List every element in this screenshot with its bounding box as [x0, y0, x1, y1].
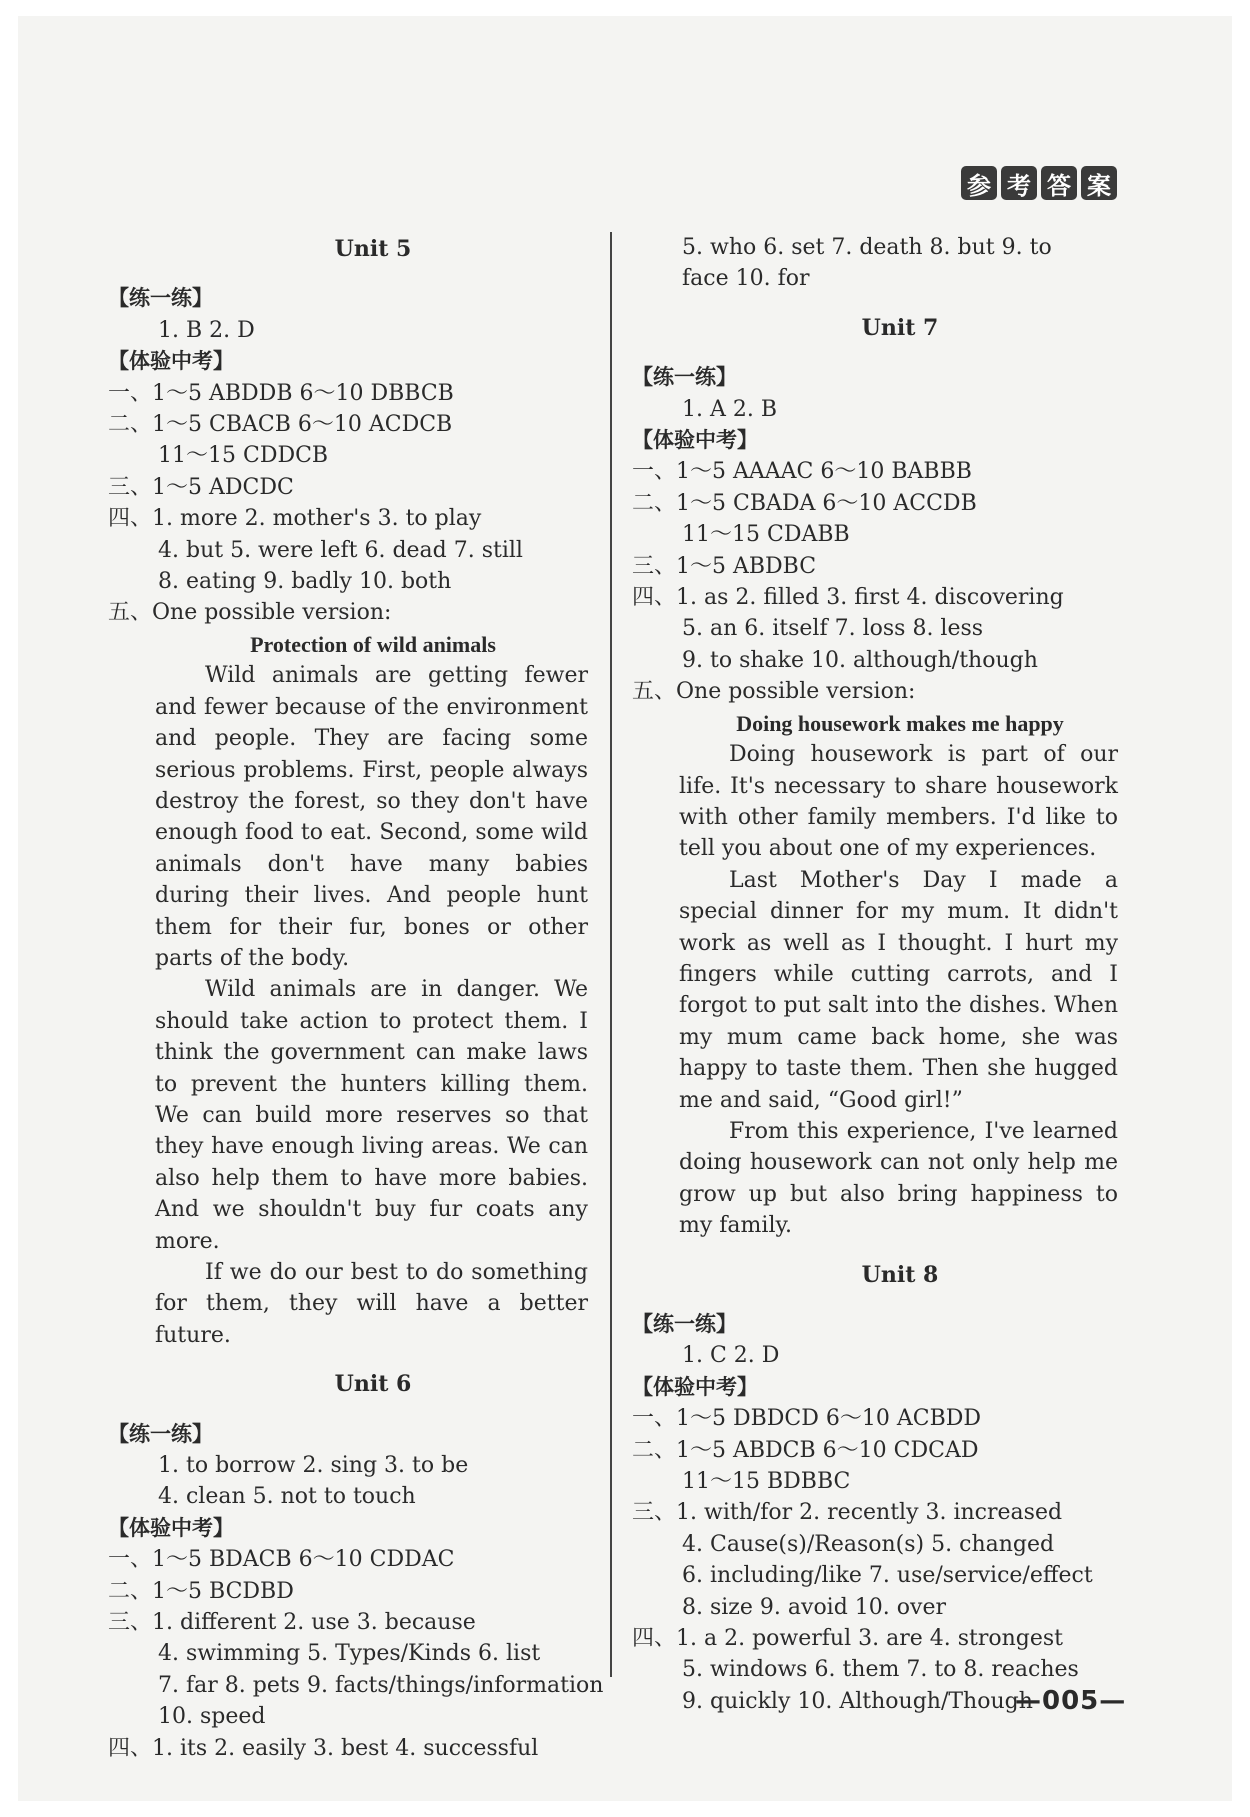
essay-paragraph: If we do our best to do something for them, they will have a better future. [155, 1260, 588, 1348]
unit-8-title: Unit 8 [861, 1261, 939, 1288]
answer-line: 二、1～5 CBACB 6～10 ACDCB [108, 412, 453, 438]
answer-line: 三、1. different 2. use 3. because [108, 1610, 476, 1636]
answer-line: 四、1. its 2. easily 3. best 4. successful [108, 1735, 539, 1761]
answer-line: 三、1～5 ABDBC [632, 553, 817, 579]
lian-heading: 【练一练】 [108, 1421, 213, 1446]
answer-line: 五、One possible version: [108, 600, 392, 626]
answer-key-badge [961, 166, 1117, 200]
answer-line: 4. clean 5. not to touch [158, 1484, 416, 1510]
answer-line: 二、1～5 CBADA 6～10 ACCDB [632, 490, 977, 516]
answer-line: 五、One possible version: [632, 679, 916, 705]
answer-line: 一、1～5 ABDDB 6～10 DBBCB [108, 380, 454, 406]
answer-line: 5. who 6. set 7. death 8. but 9. to [682, 235, 1052, 260]
answer-line: 1. B 2. D [158, 317, 255, 343]
unit-7-title: Unit 7 [861, 314, 939, 341]
lian-heading: 【练一练】 [632, 365, 737, 390]
zhongkao-heading: 【体验中考】 [108, 349, 234, 374]
essay-paragraph: Doing housework is part of our life. It's necessary to share housework with other family members. I'd like to tell you about one of my experiences. [679, 742, 1118, 862]
answer-line: 7. far 8. pets 9. facts/things/information [158, 1672, 604, 1698]
badge-char: 答 [1041, 166, 1077, 200]
answer-line: face 10. for [682, 266, 810, 292]
answer-line: 四、1. a 2. powerful 3. are 4. strongest [632, 1626, 1064, 1652]
answer-line: 6. including/like 7. use/service/effect [682, 1563, 1093, 1589]
answer-line: 4. but 5. were left 6. dead 7. still [158, 537, 523, 563]
answer-line: 一、1～5 BDACB 6～10 CDDAC [108, 1547, 455, 1573]
essay-paragraph: Wild animals are in danger. We should take action to protect them. I think the government can make laws to prevent the hunters killing them. We can build more reserves so that they have enough living areas. We can also help them to have more babies. And we shouldn't buy fur coats any more. [155, 977, 588, 1254]
answer-line: 9. to shake 10. although/though [682, 647, 1038, 673]
unit-6-title: Unit 6 [334, 1371, 412, 1398]
badge-char: 考 [1001, 166, 1037, 200]
answer-line: 5. windows 6. them 7. to 8. reaches [682, 1657, 1079, 1683]
zhongkao-heading: 【体验中考】 [632, 428, 758, 453]
column-divider [610, 232, 612, 1677]
left-column [108, 234, 604, 1764]
answer-line: 四、1. more 2. mother's 3. to play [108, 506, 482, 532]
answer-line: 四、1. as 2. filled 3. first 4. discovering [632, 585, 1064, 611]
lian-heading: 【练一练】 [632, 1312, 737, 1336]
answer-line: 4. Cause(s)/Reason(s) 5. changed [682, 1531, 1055, 1557]
answer-line: 三、1～5 ADCDC [108, 474, 294, 500]
answer-line: 9. quickly 10. Although/Though [682, 1688, 1033, 1714]
answer-line: 1. C 2. D [682, 1343, 780, 1369]
zhongkao-heading: 【体验中考】 [632, 1374, 758, 1399]
answer-line: 8. size 9. avoid 10. over [682, 1594, 946, 1620]
essay-title: Doing housework makes me happy [736, 710, 1064, 736]
answer-line: 1. to borrow 2. sing 3. to be [158, 1453, 469, 1479]
answer-line: 5. an 6. itself 7. loss 8. less [682, 616, 984, 642]
answer-line: 三、1. with/for 2. recently 3. increased [632, 1500, 1063, 1526]
answer-line: 1. A 2. B [682, 396, 778, 422]
answer-line: 二、1～5 BCDBD [108, 1578, 294, 1604]
zhongkao-heading: 【体验中考】 [108, 1515, 234, 1540]
badge-char: 参 [961, 166, 997, 200]
answer-line: 4. swimming 5. Types/Kinds 6. list [158, 1641, 541, 1667]
right-column [632, 232, 1118, 1717]
answer-line: 8. eating 9. badly 10. both [158, 569, 452, 595]
answer-line: 一、1～5 DBDCD 6～10 ACBDD [632, 1406, 982, 1432]
unit-5-title: Unit 5 [334, 236, 412, 262]
badge-char: 案 [1081, 166, 1117, 200]
answer-line: 一、1～5 AAAAC 6～10 BABBB [632, 459, 972, 485]
essay-paragraph: Wild animals are getting fewer and fewer because of the environment and people. They are facing some serious problems. First, people always destroy the forest, so they don't have enough food to eat. Second, some wild animals don't have many babies during their lives. And people hunt them for their fur, bones or other parts of the body. [155, 663, 588, 971]
essay-paragraph: From this experience, I've learned doing housework can not only help me grow up but also bring happiness to my family. [679, 1118, 1118, 1239]
essay-title: Protection of wild animals [250, 631, 496, 657]
answer-line: 11～15 BDBBC [682, 1469, 851, 1495]
answer-line: 11～15 CDABB [682, 522, 850, 548]
lian-heading: 【练一练】 [108, 286, 213, 311]
answer-line: 10. speed [158, 1704, 266, 1730]
page-number: —005— [1015, 1686, 1127, 1716]
essay-paragraph: Last Mother's Day I made a special dinner for my mum. It didn't work as well as I thought. I hurt my fingers while cutting carrots, and I forgot to put salt into the dishes. When my mum came back home, she was happy to taste them. Then she hugged me and said, “Good girl!” [679, 867, 1118, 1113]
answer-line: 11～15 CDDCB [158, 443, 329, 469]
answer-line: 二、1～5 ABDCB 6～10 CDCAD [632, 1437, 979, 1463]
